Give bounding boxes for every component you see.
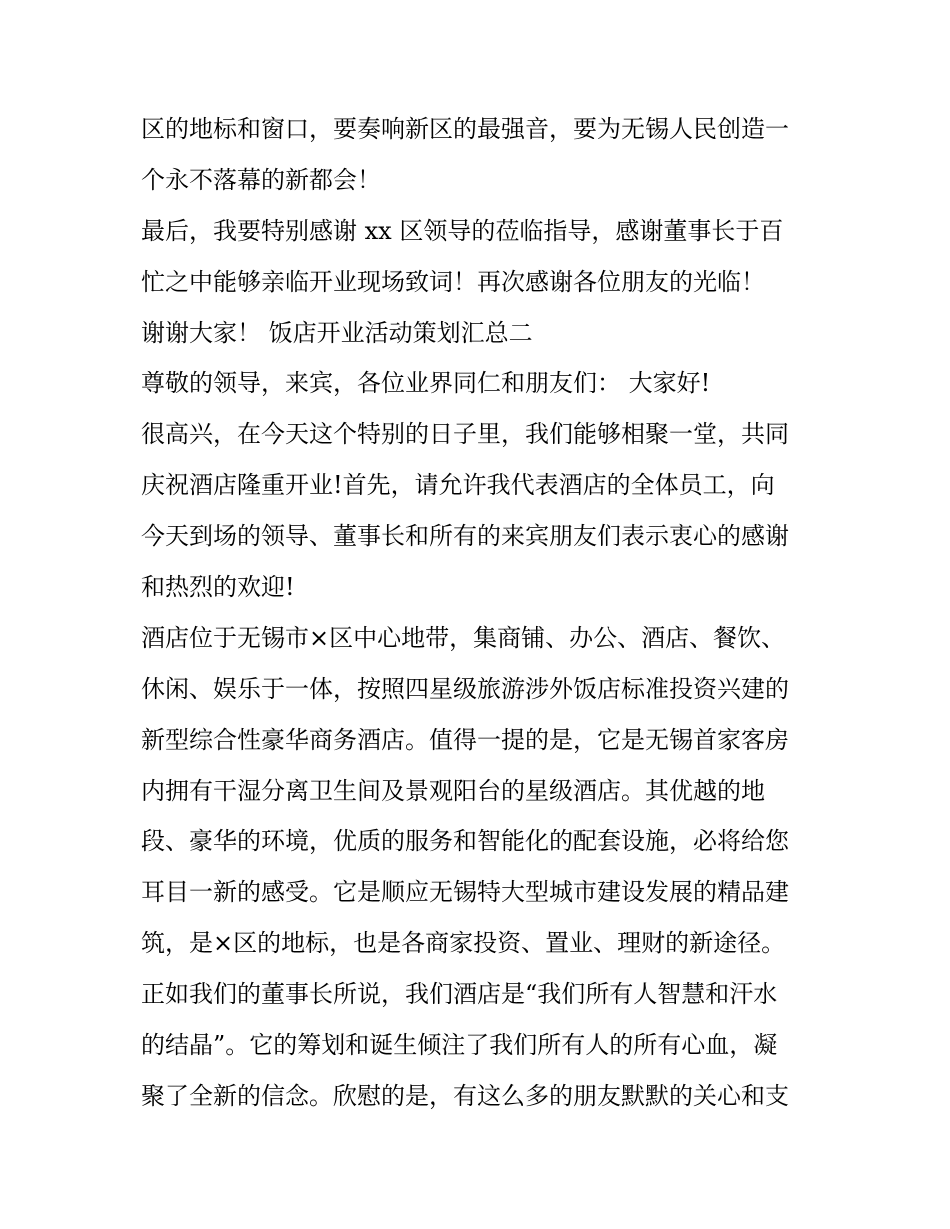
text-line: 新型综合性豪华商务酒店。值得一提的是，它是无锡首家客房 [141,725,789,754]
text-line: 个永不落幕的新都会！ [141,165,381,194]
text-line: 忙之中能够亲临开业现场致词！再次感谢各位朋友的光临！ [141,267,765,296]
text-line: 段、豪华的环境，优质的服务和智能化的配套设施，必将给您 [141,827,789,856]
text-line: 休闲、娱乐于一体，按照四星级旅游涉外饭店标准投资兴建的 [141,674,789,703]
text-line: 内拥有干湿分离卫生间及景观阳台的星级酒店。其优越的地 [141,776,765,805]
text-line: 耳目一新的感受。它是顺应无锡特大型城市建设发展的精品建 [141,878,789,907]
text-line: 庆祝酒店隆重开业!首先，请允许我代表酒店的全体员工，向 [141,471,775,500]
text-line: 尊敬的领导，来宾，各位业界同仁和朋友们： 大家好! [141,369,711,398]
text-line: 聚了全新的信念。欣慰的是，有这么多的朋友默默的关心和支 [141,1081,789,1110]
text-line: 酒店位于无锡市×区中心地带，集商铺、办公、酒店、餐饮、 [141,623,786,652]
text-line: 很高兴，在今天这个特别的日子里，我们能够相聚一堂，共同 [141,420,789,449]
text-line: 筑，是×区的地标，也是各商家投资、置业、理财的新途径。 [141,929,786,958]
text-line: 谢谢大家！ 饭店开业活动策划汇总二 [141,318,533,347]
text-line: 今天到场的领导、董事长和所有的来宾朋友们表示衷心的感谢 [141,522,789,551]
body-text [141,104,831,1122]
text-line: 最后，我要特别感谢 xx 区领导的莅临指导，感谢董事长于百 [141,216,784,245]
text-line: 和热烈的欢迎! [141,573,295,602]
text-line: 的结晶”。它的筹划和诞生倾注了我们所有人的所有心血，凝 [141,1031,778,1060]
text-line: 区的地标和窗口，要奏响新区的最强音，要为无锡人民创造一 [141,115,789,143]
text-line: 正如我们的董事长所说，我们酒店是“我们所有人智慧和汗水 [141,980,778,1009]
